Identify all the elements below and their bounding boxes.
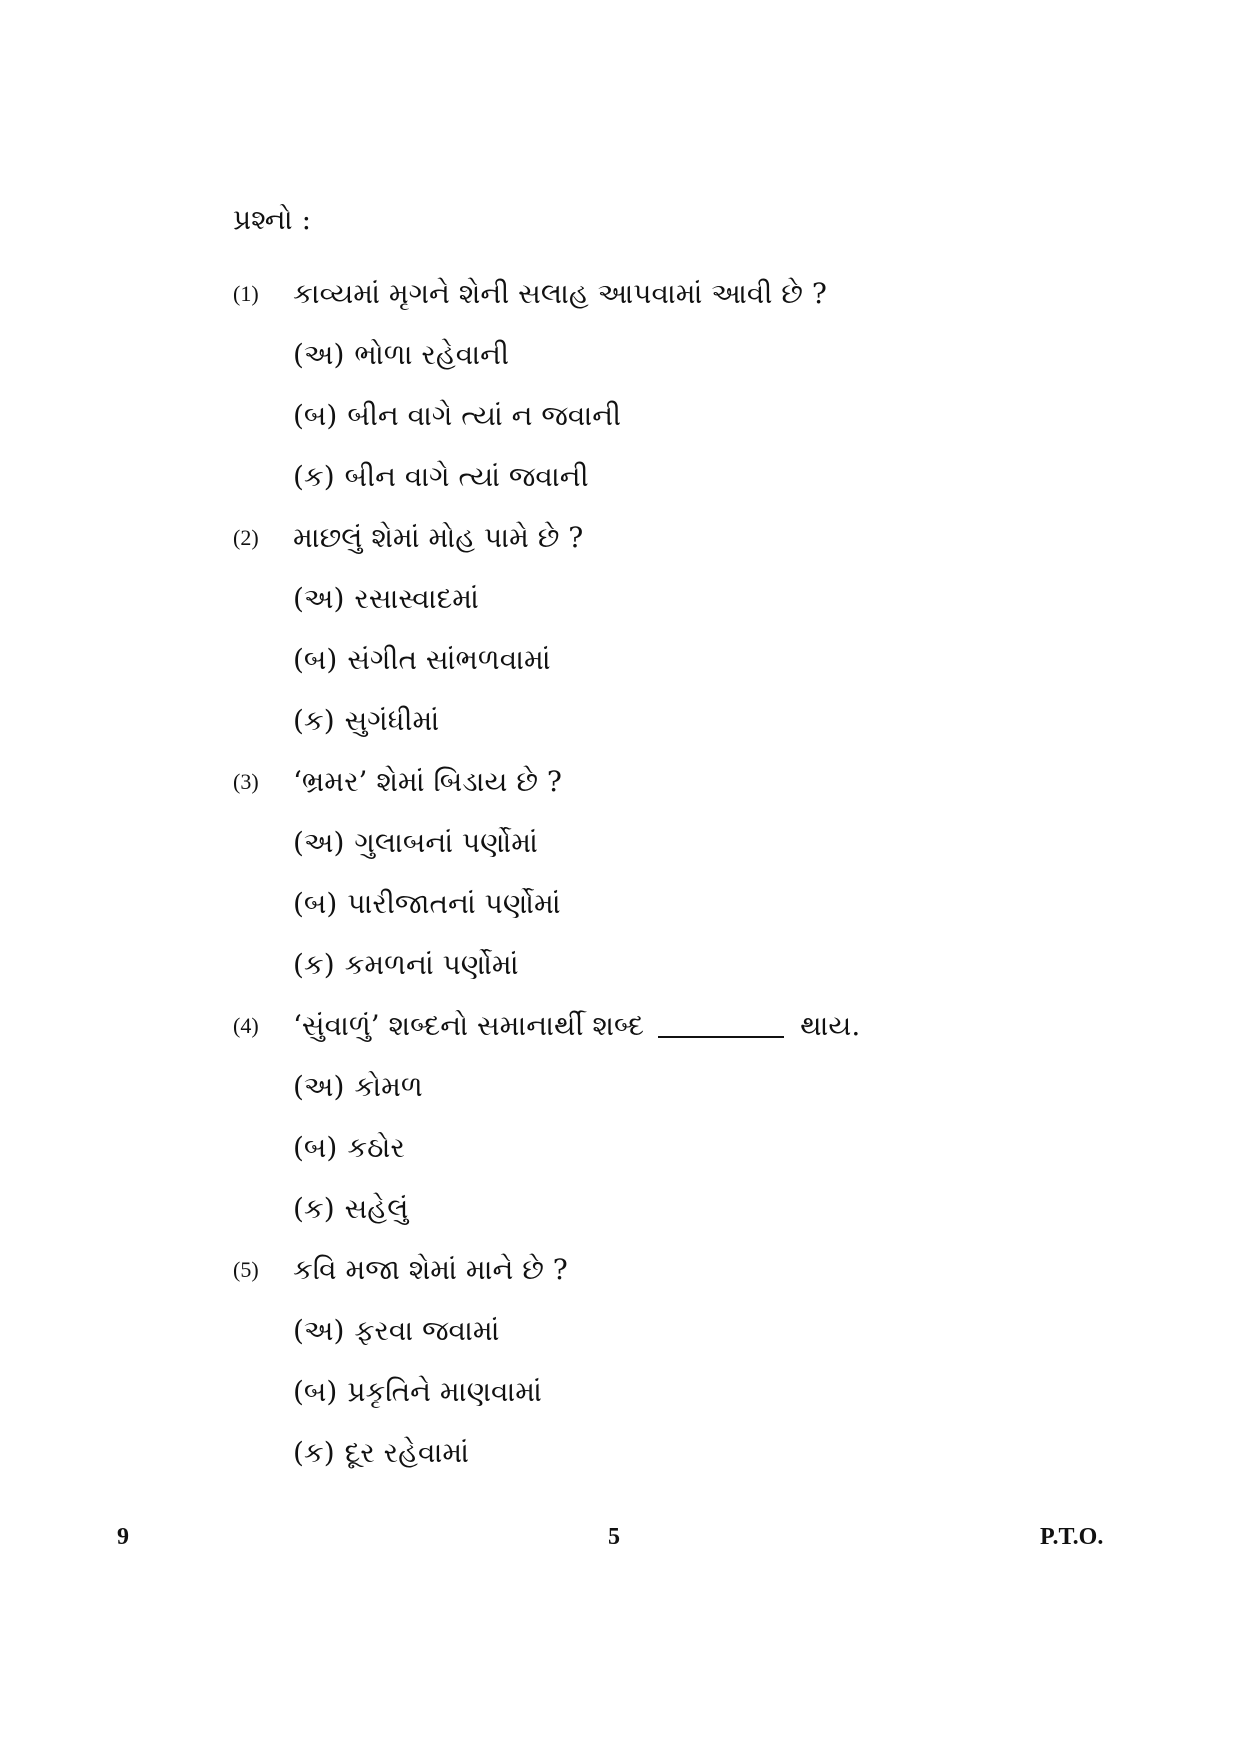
question-number: (2) xyxy=(233,524,259,550)
option-text: પ્રકૃતિને માણવામાં xyxy=(347,1374,542,1408)
option-a xyxy=(233,1056,1133,1117)
option-c xyxy=(233,690,1133,751)
option-text: કમળનાં પર્ણોમાં xyxy=(344,947,519,981)
option-label: (બ) xyxy=(293,642,338,676)
option-label: (અ) xyxy=(293,581,345,615)
footer-code: 9 xyxy=(117,1524,129,1550)
option-b xyxy=(233,1361,1133,1422)
option-text: પારીજાતનાં પર્ણોમાં xyxy=(347,886,561,920)
option-c xyxy=(233,1178,1133,1239)
option-label: (અ) xyxy=(293,1069,345,1103)
option-text: સુગંધીમાં xyxy=(344,703,440,737)
option-text: ફરવા જવામાં xyxy=(354,1313,500,1347)
option-label: (ક) xyxy=(293,703,335,737)
question-3 xyxy=(233,751,1133,995)
option-b xyxy=(233,1117,1133,1178)
question-line xyxy=(233,995,1133,1056)
question-4 xyxy=(233,995,1133,1239)
option-label: (બ) xyxy=(293,398,338,432)
option-label: (બ) xyxy=(293,886,338,920)
option-label: (ક) xyxy=(293,1191,335,1225)
option-label: (ક) xyxy=(293,947,335,981)
option-a xyxy=(233,324,1133,385)
option-list xyxy=(233,568,1133,751)
question-text: ‘સુંવાળું’ શબ્દનો સમાનાર્થી શબ્દ xyxy=(293,1008,645,1042)
option-list xyxy=(233,1300,1133,1483)
option-c xyxy=(233,1422,1133,1483)
question-line xyxy=(233,751,1133,812)
option-b xyxy=(233,385,1133,446)
option-list xyxy=(233,1056,1133,1239)
option-a xyxy=(233,1300,1133,1361)
option-text: દૂર રહેવામાં xyxy=(344,1435,469,1469)
question-text-end: થાય. xyxy=(800,1008,861,1042)
option-c xyxy=(233,446,1133,507)
option-label: (અ) xyxy=(293,825,345,859)
option-b xyxy=(233,629,1133,690)
questions-heading: પ્રશ્નો : xyxy=(233,203,312,236)
option-label: (બ) xyxy=(293,1374,338,1408)
pto-note: P.T.O. xyxy=(1040,1524,1104,1550)
option-b xyxy=(233,873,1133,934)
option-text: રસાસ્વાદમાં xyxy=(354,581,479,615)
question-number: (3) xyxy=(233,768,259,794)
option-text: કઠોર xyxy=(347,1130,405,1164)
question-list xyxy=(233,263,1133,1483)
option-list xyxy=(233,812,1133,995)
option-text: સહેલું xyxy=(344,1191,409,1225)
question-text: માછલું શેમાં મોહ પામે છે ? xyxy=(293,520,584,554)
option-list xyxy=(233,324,1133,507)
question-line xyxy=(233,1239,1133,1300)
option-label: (ક) xyxy=(293,459,335,493)
question-5 xyxy=(233,1239,1133,1483)
question-text: કાવ્યમાં મૃગને શેની સલાહ આપવામાં આવી છે ? xyxy=(293,276,827,310)
fill-in-blank xyxy=(658,1014,784,1038)
question-1 xyxy=(233,263,1133,507)
option-text: ગુલાબનાં પર્ણોમાં xyxy=(354,825,538,859)
option-text: સંગીત સાંભળવામાં xyxy=(347,642,551,676)
option-label: (અ) xyxy=(293,337,345,371)
question-line xyxy=(233,507,1133,568)
option-a xyxy=(233,812,1133,873)
question-number: (1) xyxy=(233,280,259,306)
option-text: કોમળ xyxy=(354,1069,423,1103)
option-text: બીન વાગે ત્યાં ન જવાની xyxy=(347,398,622,432)
option-text: ભોળા રહેવાની xyxy=(354,337,509,371)
option-c xyxy=(233,934,1133,995)
question-text: કવિ મજા શેમાં માને છે ? xyxy=(293,1252,568,1286)
question-2 xyxy=(233,507,1133,751)
question-text: ‘ભ્રમર’ શેમાં બિડાય છે ? xyxy=(293,764,562,798)
option-label: (અ) xyxy=(293,1313,345,1347)
question-number: (4) xyxy=(233,1012,259,1038)
question-line xyxy=(233,263,1133,324)
option-a xyxy=(233,568,1133,629)
option-label: (બ) xyxy=(293,1130,338,1164)
option-label: (ક) xyxy=(293,1435,335,1469)
option-text: બીન વાગે ત્યાં જવાની xyxy=(344,459,589,493)
question-number: (5) xyxy=(233,1256,259,1282)
page-number: 5 xyxy=(608,1524,620,1550)
